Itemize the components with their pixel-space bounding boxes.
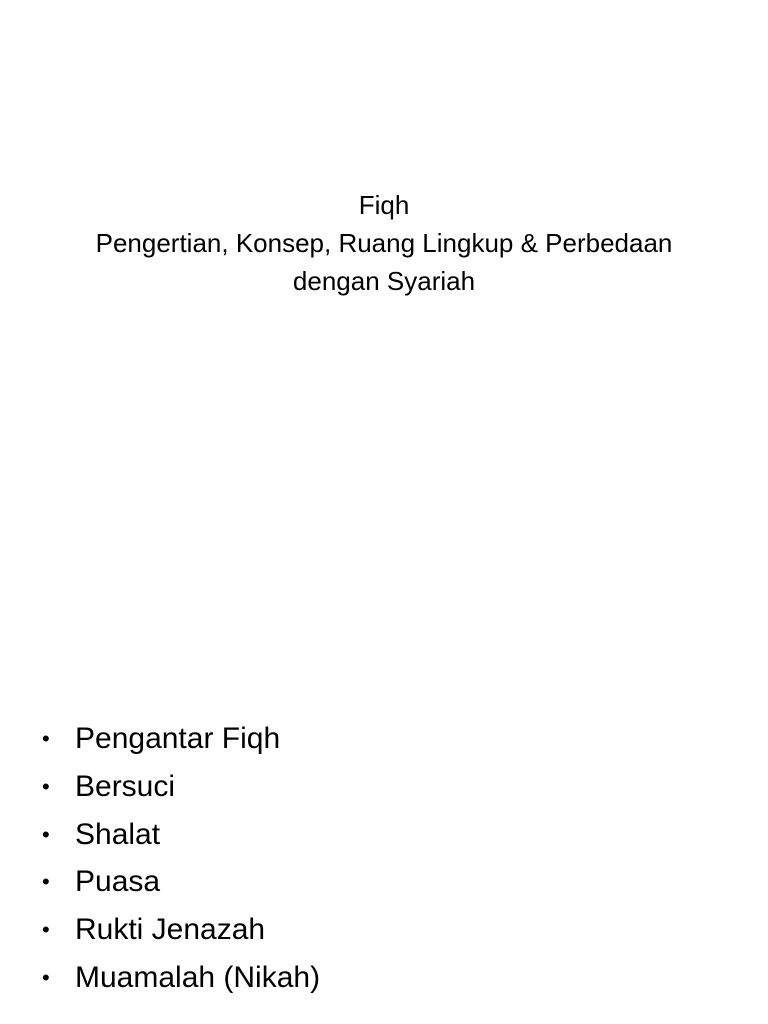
list-item: [40, 954, 320, 1002]
topic-label: Shalat: [75, 817, 161, 851]
title-line-subtitle: Pengertian, Konsep, Ruang Lingkup & Perbedaan: [95, 228, 673, 258]
title-line-main: Fiqh: [358, 190, 410, 220]
slide-title: [0, 186, 768, 300]
bullet-icon: •: [42, 964, 50, 990]
list-item: [40, 715, 320, 763]
title-line-subtitle-continued: dengan Syariah: [292, 266, 476, 296]
list-item: [40, 858, 320, 906]
topic-label: Bersuci: [75, 769, 176, 803]
list-item: [40, 906, 320, 954]
topic-label: Muamalah (Nikah): [75, 960, 321, 994]
bullet-icon: •: [42, 821, 50, 847]
bullet-icon: •: [42, 917, 50, 943]
bullet-icon: •: [42, 773, 50, 799]
list-item: [40, 811, 320, 859]
topic-label: Rukti Jenazah: [75, 913, 266, 947]
list-item: [40, 763, 320, 811]
topic-list: [40, 715, 320, 1002]
topic-label: Pengantar Fiqh: [75, 722, 281, 755]
bullet-icon: •: [42, 726, 50, 751]
topic-label: Puasa: [75, 865, 161, 899]
bullet-icon: •: [42, 869, 50, 895]
